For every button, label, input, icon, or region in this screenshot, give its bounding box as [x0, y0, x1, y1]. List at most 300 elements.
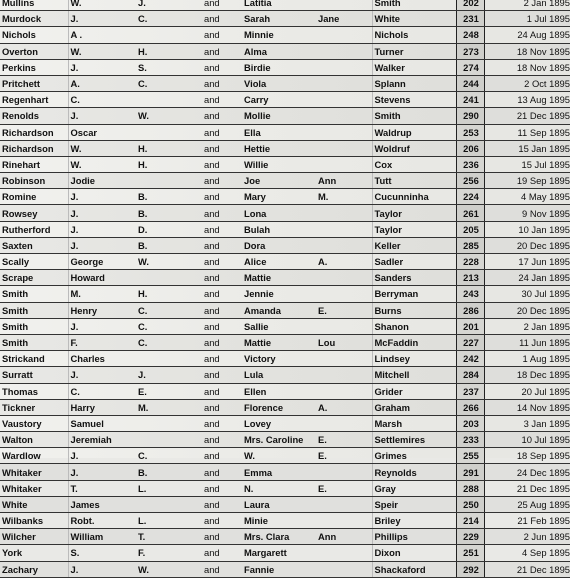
- connector-word: and: [202, 221, 242, 237]
- bride-first-name: Lona: [242, 205, 316, 221]
- groom-first-name: J.: [68, 367, 136, 383]
- marriage-date: 9 Nov 1895: [484, 205, 570, 221]
- bride-middle-name: [316, 270, 372, 286]
- groom-last-name: Nichols: [0, 27, 68, 43]
- groom-last-name: Thomas: [0, 383, 68, 399]
- bride-last-name: Sanders: [372, 270, 456, 286]
- record-number: 244: [456, 75, 484, 91]
- bride-middle-name: E.: [316, 302, 372, 318]
- marriage-date: 10 Jan 1895: [484, 221, 570, 237]
- record-row: [0, 383, 570, 399]
- bride-middle-name: [316, 27, 372, 43]
- record-row: [0, 124, 570, 140]
- groom-last-name: Whitaker: [0, 480, 68, 496]
- bride-middle-name: [316, 205, 372, 221]
- bride-middle-name: [316, 75, 372, 91]
- bride-last-name: Tutt: [372, 173, 456, 189]
- groom-first-name: J.: [68, 205, 136, 221]
- connector-word: and: [202, 318, 242, 334]
- record-row: [0, 545, 570, 561]
- connector-word: and: [202, 0, 242, 11]
- bride-first-name: Sallie: [242, 318, 316, 334]
- bride-last-name: Gray: [372, 480, 456, 496]
- record-number: 243: [456, 286, 484, 302]
- groom-first-name: Robt.: [68, 513, 136, 529]
- groom-middle-initial: C.: [136, 75, 202, 91]
- groom-first-name: J.: [68, 561, 136, 577]
- bride-middle-name: Ann: [316, 173, 372, 189]
- record-row: [0, 529, 570, 545]
- groom-first-name: Henry: [68, 302, 136, 318]
- bride-middle-name: [316, 367, 372, 383]
- groom-middle-initial: F.: [136, 545, 202, 561]
- groom-middle-initial: W.: [136, 561, 202, 577]
- record-row: [0, 43, 570, 59]
- record-row: [0, 156, 570, 172]
- groom-last-name: Robinson: [0, 173, 68, 189]
- groom-first-name: Howard: [68, 270, 136, 286]
- record-number: 248: [456, 27, 484, 43]
- bride-first-name: Florence: [242, 399, 316, 415]
- bride-middle-name: Lou: [316, 334, 372, 350]
- marriage-date: 21 Feb 1895: [484, 513, 570, 529]
- record-number: 205: [456, 221, 484, 237]
- bride-middle-name: [316, 92, 372, 108]
- groom-last-name: Rowsey: [0, 205, 68, 221]
- connector-word: and: [202, 480, 242, 496]
- bride-middle-name: [316, 237, 372, 253]
- bride-first-name: Dora: [242, 237, 316, 253]
- groom-middle-initial: C.: [136, 334, 202, 350]
- bride-last-name: Taylor: [372, 221, 456, 237]
- groom-middle-initial: W.: [136, 254, 202, 270]
- marriage-date: 4 Sep 1895: [484, 545, 570, 561]
- marriage-date: 3 Jan 1895: [484, 415, 570, 431]
- record-number: 242: [456, 351, 484, 367]
- record-row: [0, 0, 570, 11]
- groom-first-name: J.: [68, 59, 136, 75]
- record-row: [0, 75, 570, 91]
- connector-word: and: [202, 237, 242, 253]
- groom-middle-initial: B.: [136, 205, 202, 221]
- bride-first-name: Latitia: [242, 0, 316, 11]
- record-number: 229: [456, 529, 484, 545]
- bride-first-name: Lula: [242, 367, 316, 383]
- bride-first-name: Alice: [242, 254, 316, 270]
- bride-first-name: Mattie: [242, 270, 316, 286]
- bride-first-name: Ellen: [242, 383, 316, 399]
- connector-word: and: [202, 529, 242, 545]
- record-row: [0, 496, 570, 512]
- connector-word: and: [202, 545, 242, 561]
- marriage-date: 20 Dec 1895: [484, 302, 570, 318]
- record-row: [0, 318, 570, 334]
- record-row: [0, 334, 570, 350]
- groom-last-name: Smith: [0, 318, 68, 334]
- bride-middle-name: E.: [316, 432, 372, 448]
- record-number: 214: [456, 513, 484, 529]
- groom-last-name: Overton: [0, 43, 68, 59]
- record-row: [0, 399, 570, 415]
- bride-middle-name: E.: [316, 480, 372, 496]
- groom-first-name: J.: [68, 189, 136, 205]
- record-number: 273: [456, 43, 484, 59]
- connector-word: and: [202, 189, 242, 205]
- groom-last-name: Renolds: [0, 108, 68, 124]
- bride-middle-name: [316, 464, 372, 480]
- record-number: 255: [456, 448, 484, 464]
- bride-first-name: Bulah: [242, 221, 316, 237]
- bride-last-name: Stevens: [372, 92, 456, 108]
- groom-middle-initial: E.: [136, 383, 202, 399]
- marriage-date: 2 Jan 1895: [484, 318, 570, 334]
- bride-middle-name: [316, 496, 372, 512]
- groom-middle-initial: S.: [136, 59, 202, 75]
- groom-middle-initial: [136, 415, 202, 431]
- record-number: 291: [456, 464, 484, 480]
- record-row: [0, 59, 570, 75]
- bride-last-name: Grimes: [372, 448, 456, 464]
- bride-middle-name: [316, 0, 372, 11]
- groom-first-name: W.: [68, 0, 136, 11]
- groom-first-name: J.: [68, 464, 136, 480]
- bride-first-name: Alma: [242, 43, 316, 59]
- groom-first-name: J.: [68, 237, 136, 253]
- connector-word: and: [202, 302, 242, 318]
- marriage-date: 2 Oct 1895: [484, 75, 570, 91]
- record-row: [0, 286, 570, 302]
- connector-word: and: [202, 156, 242, 172]
- groom-last-name: Scally: [0, 254, 68, 270]
- record-row: [0, 480, 570, 496]
- record-number: 290: [456, 108, 484, 124]
- groom-last-name: Murdock: [0, 11, 68, 27]
- groom-first-name: George: [68, 254, 136, 270]
- bride-last-name: Grider: [372, 383, 456, 399]
- groom-first-name: W.: [68, 156, 136, 172]
- groom-first-name: Oscar: [68, 124, 136, 140]
- record-number: 261: [456, 205, 484, 221]
- marriage-date: 1 Jul 1895: [484, 11, 570, 27]
- groom-last-name: Saxten: [0, 237, 68, 253]
- marriage-date: 18 Dec 1895: [484, 367, 570, 383]
- bride-last-name: Keller: [372, 237, 456, 253]
- groom-middle-initial: [136, 496, 202, 512]
- groom-first-name: J.: [68, 108, 136, 124]
- marriage-date: 21 Dec 1895: [484, 108, 570, 124]
- groom-middle-initial: B.: [136, 464, 202, 480]
- bride-first-name: Laura: [242, 496, 316, 512]
- groom-middle-initial: [136, 351, 202, 367]
- connector-word: and: [202, 383, 242, 399]
- groom-middle-initial: C.: [136, 318, 202, 334]
- bride-first-name: Mrs. Clara: [242, 529, 316, 545]
- groom-last-name: Strickand: [0, 351, 68, 367]
- groom-middle-initial: D.: [136, 221, 202, 237]
- record-number: 213: [456, 270, 484, 286]
- groom-last-name: Perkins: [0, 59, 68, 75]
- marriage-date: 13 Aug 1895: [484, 92, 570, 108]
- bride-first-name: Ella: [242, 124, 316, 140]
- groom-last-name: Wilbanks: [0, 513, 68, 529]
- groom-first-name: William: [68, 529, 136, 545]
- bride-first-name: Emma: [242, 464, 316, 480]
- record-number: 284: [456, 367, 484, 383]
- bride-last-name: Mitchell: [372, 367, 456, 383]
- bride-first-name: Jennie: [242, 286, 316, 302]
- connector-word: and: [202, 334, 242, 350]
- bride-last-name: Graham: [372, 399, 456, 415]
- bride-first-name: Viola: [242, 75, 316, 91]
- marriage-date: 17 Jun 1895: [484, 254, 570, 270]
- connector-word: and: [202, 43, 242, 59]
- groom-first-name: T.: [68, 480, 136, 496]
- groom-first-name: J.: [68, 221, 136, 237]
- bride-middle-name: A.: [316, 254, 372, 270]
- record-row: [0, 221, 570, 237]
- record-row: [0, 27, 570, 43]
- record-row: [0, 432, 570, 448]
- groom-first-name: J.: [68, 448, 136, 464]
- bride-middle-name: [316, 156, 372, 172]
- marriage-date: 20 Jul 1895: [484, 383, 570, 399]
- groom-last-name: Vaustory: [0, 415, 68, 431]
- connector-word: and: [202, 75, 242, 91]
- groom-first-name: J.: [68, 11, 136, 27]
- record-number: 236: [456, 156, 484, 172]
- bride-last-name: Speir: [372, 496, 456, 512]
- bride-last-name: Burns: [372, 302, 456, 318]
- bride-last-name: Woldruf: [372, 140, 456, 156]
- connector-word: and: [202, 270, 242, 286]
- bride-first-name: Fannie: [242, 561, 316, 577]
- record-row: [0, 464, 570, 480]
- marriage-date: 14 Nov 1895: [484, 399, 570, 415]
- groom-last-name: Regenhart: [0, 92, 68, 108]
- groom-last-name: Tickner: [0, 399, 68, 415]
- connector-word: and: [202, 351, 242, 367]
- connector-word: and: [202, 108, 242, 124]
- bride-middle-name: [316, 140, 372, 156]
- groom-middle-initial: [136, 432, 202, 448]
- bride-first-name: W.: [242, 448, 316, 464]
- groom-middle-initial: C.: [136, 448, 202, 464]
- marriage-date: 2 Jan 1895: [484, 0, 570, 11]
- groom-last-name: Zachary: [0, 561, 68, 577]
- groom-middle-initial: J.: [136, 367, 202, 383]
- groom-first-name: A .: [68, 27, 136, 43]
- groom-middle-initial: H.: [136, 140, 202, 156]
- connector-word: and: [202, 432, 242, 448]
- record-number: 253: [456, 124, 484, 140]
- bride-last-name: Settlemires: [372, 432, 456, 448]
- record-number: 227: [456, 334, 484, 350]
- groom-first-name: S.: [68, 545, 136, 561]
- groom-middle-initial: M.: [136, 399, 202, 415]
- record-row: [0, 302, 570, 318]
- bride-middle-name: Ann: [316, 529, 372, 545]
- marriage-date: 10 Jul 1895: [484, 432, 570, 448]
- bride-last-name: Briley: [372, 513, 456, 529]
- record-row: [0, 561, 570, 577]
- groom-first-name: C.: [68, 383, 136, 399]
- groom-middle-initial: [136, 173, 202, 189]
- bride-middle-name: [316, 286, 372, 302]
- record-row: [0, 205, 570, 221]
- groom-last-name: Rutherford: [0, 221, 68, 237]
- bride-middle-name: E.: [316, 448, 372, 464]
- connector-word: and: [202, 286, 242, 302]
- record-number: 292: [456, 561, 484, 577]
- marriage-date: 24 Dec 1895: [484, 464, 570, 480]
- connector-word: and: [202, 415, 242, 431]
- marriage-date: 11 Jun 1895: [484, 334, 570, 350]
- bride-middle-name: [316, 383, 372, 399]
- record-row: [0, 367, 570, 383]
- record-number: 206: [456, 140, 484, 156]
- record-row: [0, 189, 570, 205]
- bride-last-name: Shanon: [372, 318, 456, 334]
- bride-middle-name: [316, 513, 372, 529]
- bride-middle-name: [316, 221, 372, 237]
- connector-word: and: [202, 513, 242, 529]
- bride-first-name: Minnie: [242, 27, 316, 43]
- connector-word: and: [202, 11, 242, 27]
- bride-last-name: Splann: [372, 75, 456, 91]
- record-row: [0, 237, 570, 253]
- bride-middle-name: [316, 561, 372, 577]
- groom-last-name: Surratt: [0, 367, 68, 383]
- groom-first-name: W.: [68, 43, 136, 59]
- bride-first-name: Birdie: [242, 59, 316, 75]
- groom-middle-initial: B.: [136, 189, 202, 205]
- record-row: [0, 11, 570, 27]
- groom-middle-initial: [136, 124, 202, 140]
- groom-last-name: Wardlow: [0, 448, 68, 464]
- connector-word: and: [202, 140, 242, 156]
- bride-middle-name: Jane: [316, 11, 372, 27]
- bride-first-name: N.: [242, 480, 316, 496]
- marriage-date: 11 Sep 1895: [484, 124, 570, 140]
- marriage-date: 2 Jun 1895: [484, 529, 570, 545]
- record-row: [0, 270, 570, 286]
- groom-last-name: Rinehart: [0, 156, 68, 172]
- marriage-date: 15 Jan 1895: [484, 140, 570, 156]
- groom-middle-initial: T.: [136, 529, 202, 545]
- groom-first-name: J.: [68, 318, 136, 334]
- groom-last-name: Whitaker: [0, 464, 68, 480]
- groom-last-name: Walton: [0, 432, 68, 448]
- bride-middle-name: [316, 415, 372, 431]
- connector-word: and: [202, 59, 242, 75]
- marriage-date: 19 Sep 1895: [484, 173, 570, 189]
- groom-first-name: Samuel: [68, 415, 136, 431]
- groom-middle-initial: H.: [136, 286, 202, 302]
- marriage-date: 20 Dec 1895: [484, 237, 570, 253]
- groom-first-name: C.: [68, 92, 136, 108]
- record-number: 256: [456, 173, 484, 189]
- bride-first-name: Mrs. Caroline: [242, 432, 316, 448]
- bride-last-name: Smith: [372, 108, 456, 124]
- groom-middle-initial: C.: [136, 11, 202, 27]
- record-number: 288: [456, 480, 484, 496]
- bride-last-name: McFaddin: [372, 334, 456, 350]
- bride-last-name: Turner: [372, 43, 456, 59]
- marriage-date: 18 Nov 1895: [484, 43, 570, 59]
- bride-first-name: Sarah: [242, 11, 316, 27]
- marriage-date: 4 May 1895: [484, 189, 570, 205]
- bride-first-name: Mattie: [242, 334, 316, 350]
- record-number: 274: [456, 59, 484, 75]
- marriage-date: 25 Aug 1895: [484, 496, 570, 512]
- groom-middle-initial: L.: [136, 480, 202, 496]
- connector-word: and: [202, 448, 242, 464]
- connector-word: and: [202, 399, 242, 415]
- groom-first-name: Jodie: [68, 173, 136, 189]
- bride-middle-name: [316, 318, 372, 334]
- record-number: 286: [456, 302, 484, 318]
- record-number: 250: [456, 496, 484, 512]
- bride-last-name: Walker: [372, 59, 456, 75]
- groom-middle-initial: B.: [136, 237, 202, 253]
- bride-last-name: Reynolds: [372, 464, 456, 480]
- connector-word: and: [202, 27, 242, 43]
- groom-last-name: Scrape: [0, 270, 68, 286]
- bride-middle-name: M.: [316, 189, 372, 205]
- groom-first-name: A.: [68, 75, 136, 91]
- record-row: [0, 254, 570, 270]
- connector-word: and: [202, 464, 242, 480]
- record-row: [0, 415, 570, 431]
- bride-last-name: Phillips: [372, 529, 456, 545]
- bride-middle-name: [316, 108, 372, 124]
- record-number: 203: [456, 415, 484, 431]
- record-number: 266: [456, 399, 484, 415]
- record-number: 231: [456, 11, 484, 27]
- bride-last-name: Shackaford: [372, 561, 456, 577]
- groom-first-name: Harry: [68, 399, 136, 415]
- marriage-date: 18 Sep 1895: [484, 448, 570, 464]
- groom-last-name: Smith: [0, 286, 68, 302]
- bride-last-name: Waldrup: [372, 124, 456, 140]
- bride-last-name: Marsh: [372, 415, 456, 431]
- groom-middle-initial: L.: [136, 513, 202, 529]
- bride-first-name: Carry: [242, 92, 316, 108]
- groom-middle-initial: J.: [136, 0, 202, 11]
- groom-last-name: Smith: [0, 334, 68, 350]
- connector-word: and: [202, 254, 242, 270]
- record-number: 201: [456, 318, 484, 334]
- groom-first-name: M.: [68, 286, 136, 302]
- bride-middle-name: [316, 43, 372, 59]
- bride-first-name: Amanda: [242, 302, 316, 318]
- groom-first-name: James: [68, 496, 136, 512]
- marriage-date: 30 Jul 1895: [484, 286, 570, 302]
- connector-word: and: [202, 205, 242, 221]
- bride-first-name: Joe: [242, 173, 316, 189]
- bride-middle-name: [316, 59, 372, 75]
- bride-middle-name: A.: [316, 399, 372, 415]
- groom-middle-initial: [136, 92, 202, 108]
- record-row: [0, 92, 570, 108]
- groom-middle-initial: H.: [136, 43, 202, 59]
- connector-word: and: [202, 561, 242, 577]
- marriage-date: 15 Jul 1895: [484, 156, 570, 172]
- groom-last-name: Mullins: [0, 0, 68, 11]
- bride-last-name: Cox: [372, 156, 456, 172]
- bride-last-name: White: [372, 11, 456, 27]
- connector-word: and: [202, 124, 242, 140]
